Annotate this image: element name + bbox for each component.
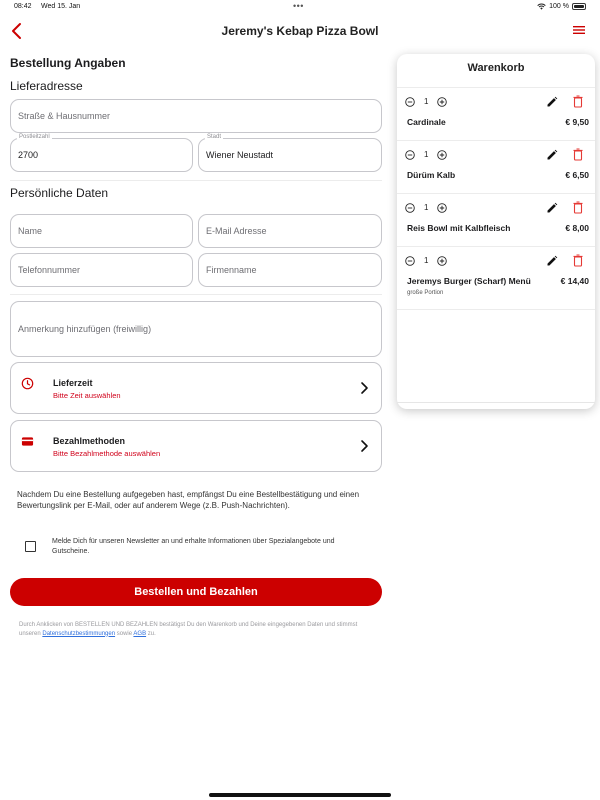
item-quantity: 1 bbox=[424, 97, 429, 106]
delivery-time-selector[interactable] bbox=[10, 362, 382, 414]
item-price: € 6,50 bbox=[565, 170, 589, 180]
minus-circle-icon[interactable] bbox=[405, 97, 415, 107]
company-field[interactable] bbox=[198, 253, 382, 287]
phone-placeholder: Telefonnummer bbox=[18, 265, 81, 275]
legal-prefix: Durch Anklicken von BESTELLEN UND BEZAHLEN bestätigst Du den Warenkorb und Deine eingegebenen Daten und stimmst unseren bbox=[19, 622, 358, 637]
clock-icon bbox=[21, 377, 34, 390]
navigation-bar bbox=[0, 14, 600, 48]
company-placeholder: Firmenname bbox=[206, 265, 257, 275]
terms-link[interactable]: AGB bbox=[133, 630, 147, 637]
postal-code-label: Postleitzahl bbox=[19, 134, 50, 140]
legal-text bbox=[19, 621, 379, 638]
multitasking-dots[interactable]: ••• bbox=[293, 1, 304, 11]
pencil-icon[interactable] bbox=[546, 202, 558, 214]
note-field[interactable] bbox=[10, 301, 382, 357]
delivery-time-value: Bitte Zeit auswählen bbox=[53, 391, 121, 400]
street-field[interactable] bbox=[10, 99, 382, 133]
battery-percent: 100 % bbox=[549, 3, 569, 10]
plus-circle-icon[interactable] bbox=[437, 256, 447, 266]
email-placeholder: E-Mail Adresse bbox=[206, 226, 267, 236]
payment-method-value: Bitte Bezahlmethode auswählen bbox=[53, 449, 161, 458]
newsletter-checkbox[interactable] bbox=[25, 541, 36, 552]
delivery-time-title: Lieferzeit bbox=[53, 378, 93, 388]
minus-circle-icon[interactable] bbox=[405, 256, 415, 266]
minus-circle-icon[interactable] bbox=[405, 203, 415, 213]
cart-item bbox=[397, 246, 595, 310]
status-right bbox=[537, 3, 586, 10]
item-price: € 8,00 bbox=[565, 223, 589, 233]
legal-suffix: zu. bbox=[146, 630, 156, 637]
note-placeholder: Anmerkung hinzufügen (freiwillig) bbox=[18, 324, 152, 334]
chevron-right-icon bbox=[360, 381, 369, 395]
item-quantity: 1 bbox=[424, 150, 429, 159]
status-time: 08:42 bbox=[14, 3, 32, 10]
pencil-icon[interactable] bbox=[546, 96, 558, 108]
postal-code-value: 2700 bbox=[18, 150, 39, 160]
newsletter-label: Melde Dich für unseren Newsletter an und erhalte Informationen über Spezialangebote und Gutscheine. bbox=[52, 538, 335, 555]
pencil-icon[interactable] bbox=[546, 255, 558, 267]
item-price: € 14,40 bbox=[560, 276, 589, 286]
city-value: Wiener Neustadt bbox=[206, 150, 274, 160]
trash-icon[interactable] bbox=[573, 254, 583, 267]
order-details-heading: Bestellung Angaben bbox=[10, 56, 126, 70]
cart-panel bbox=[397, 54, 595, 409]
section-divider bbox=[10, 294, 382, 295]
item-quantity: 1 bbox=[424, 256, 429, 265]
legal-middle: sowie bbox=[115, 630, 134, 637]
cart-title: Warenkorb bbox=[467, 62, 525, 74]
name-field[interactable] bbox=[10, 214, 193, 248]
payment-method-title: Bezahlmethoden bbox=[53, 436, 126, 446]
section-divider bbox=[10, 180, 382, 181]
wifi-icon bbox=[537, 3, 546, 10]
plus-circle-icon[interactable] bbox=[437, 150, 447, 160]
battery-icon bbox=[572, 3, 586, 10]
trash-icon[interactable] bbox=[573, 201, 583, 214]
status-bar bbox=[0, 0, 600, 14]
street-placeholder: Straße & Hausnummer bbox=[18, 111, 111, 121]
minus-circle-icon[interactable] bbox=[405, 150, 415, 160]
privacy-policy-link[interactable]: Datenschutzbestimmungen bbox=[42, 630, 116, 637]
name-placeholder: Name bbox=[18, 226, 43, 236]
chevron-right-icon bbox=[360, 439, 369, 453]
page-title: Jeremy's Kebap Pizza Bowl bbox=[221, 24, 379, 38]
item-note: große Portion bbox=[407, 290, 444, 296]
item-name: Reis Bowl mit Kalbfleisch bbox=[407, 223, 511, 233]
email-field[interactable] bbox=[198, 214, 382, 248]
plus-circle-icon[interactable] bbox=[437, 97, 447, 107]
order-and-pay-button[interactable]: Bestellen und Bezahlen bbox=[10, 578, 382, 606]
item-name: Dürüm Kalb bbox=[407, 170, 456, 180]
city-label: Stadt bbox=[207, 134, 222, 140]
personal-section-heading: Persönliche Daten bbox=[10, 186, 109, 200]
item-name: Jeremys Burger (Scharf) Menü bbox=[407, 276, 531, 286]
status-date: Wed 15. Jan bbox=[41, 3, 81, 10]
city-field[interactable] bbox=[198, 134, 382, 172]
plus-circle-icon[interactable] bbox=[437, 203, 447, 213]
address-section-heading: Lieferadresse bbox=[10, 79, 83, 93]
credit-card-icon bbox=[21, 435, 34, 448]
item-price: € 9,50 bbox=[565, 117, 589, 127]
trash-icon[interactable] bbox=[573, 95, 583, 108]
home-indicator[interactable] bbox=[209, 793, 391, 797]
cart-item bbox=[397, 193, 595, 246]
cart-item bbox=[397, 140, 595, 193]
item-quantity: 1 bbox=[424, 203, 429, 212]
order-info-text: Nachdem Du eine Bestellung aufgegeben hast, empfängst Du eine Bestellbestätigung und einen Bewertungslink per E-Mail, oder auf anderem Wege (z.B. Push-Nachrichten). bbox=[17, 490, 360, 510]
cart-divider bbox=[397, 402, 595, 403]
trash-icon[interactable] bbox=[573, 148, 583, 161]
cart-item bbox=[397, 87, 595, 140]
phone-field[interactable] bbox=[10, 253, 193, 287]
hamburger-menu-icon[interactable] bbox=[572, 24, 586, 36]
postal-code-field[interactable] bbox=[10, 134, 193, 172]
item-name: Cardinale bbox=[407, 117, 446, 127]
payment-method-selector[interactable] bbox=[10, 420, 382, 472]
pencil-icon[interactable] bbox=[546, 149, 558, 161]
